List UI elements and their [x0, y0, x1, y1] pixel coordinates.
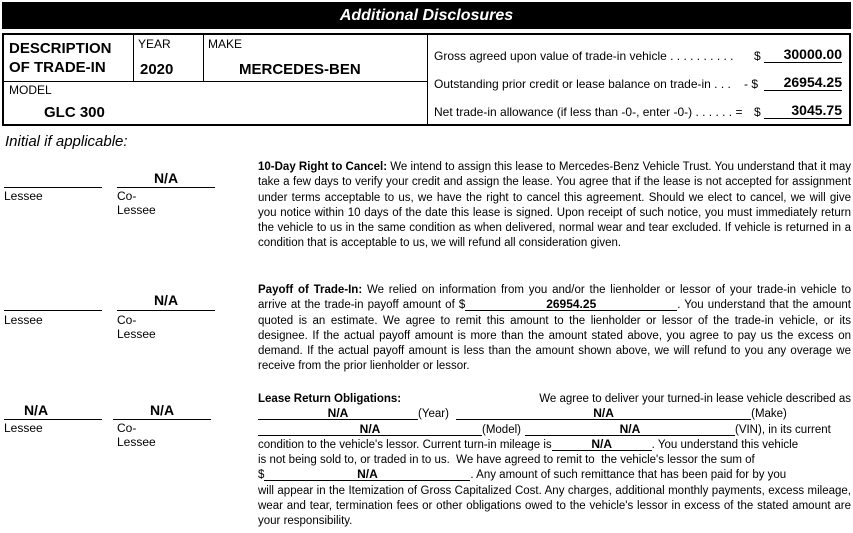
section-title: Additional Disclosures	[2, 2, 851, 29]
colessee-caption: Co-Lessee	[117, 313, 156, 341]
lessee-caption: Lessee	[4, 313, 43, 327]
cancel-heading: 10-Day Right to Cancel:	[258, 161, 388, 173]
payoff-heading: Payoff of Trade-In:	[258, 284, 363, 296]
payoff-amount-field: 26954.25	[465, 298, 677, 311]
lease-return-text-2: condition to the vehicle's lessor. Current turn-in mileage is	[258, 438, 552, 451]
balance-label: Outstanding prior credit or lease balance on trade-in . . .	[434, 77, 731, 91]
lease-return-text-1: We agree to deliver your turned-in lease vehicle described as	[539, 393, 851, 405]
year-value: 2020	[140, 61, 174, 78]
balance-amount: 26954.25	[764, 74, 842, 91]
balance-dollar-sign: - $	[744, 77, 759, 91]
remittance-sum-field: N/A	[264, 468, 470, 481]
return-model-label: (Model)	[482, 423, 521, 436]
make-value: MERCEDES-BEN	[239, 61, 361, 78]
gross-value-amount: 30000.00	[764, 46, 842, 63]
return-vin-field: N/A	[525, 423, 735, 436]
colessee-initial-value: N/A	[153, 292, 179, 308]
turn-in-mileage-field: N/A	[552, 438, 652, 451]
gross-value-label: Gross agreed upon value of trade-in vehicle . . . . . . . . . .	[434, 49, 734, 63]
gross-dollar-sign: $	[754, 49, 761, 63]
model-value: GLC 300	[44, 104, 105, 121]
return-model-field: N/A	[258, 423, 482, 436]
lessee-initial-value: N/A	[23, 402, 49, 418]
lessee-caption: Lessee	[4, 421, 43, 435]
return-make-label: (Make)	[751, 408, 787, 421]
lease-return-heading: Lease Return Obligations:	[258, 393, 402, 405]
net-dollar-sign: $	[754, 105, 761, 119]
return-vin-label: (VIN), in its current	[734, 423, 831, 436]
return-year-field: N/A	[258, 407, 418, 420]
initial-if-applicable-label: Initial if applicable:	[5, 133, 128, 150]
year-label: YEAR	[138, 37, 171, 51]
lessee-caption: Lessee	[4, 189, 43, 203]
lease-return-paragraph: Lease Return Obligations: We agree to deliver your turned-in lease vehicle described as N/A (Year) N/A (Make) N/A (Model) N/A (VIN), in its current condition to the vehicle's lessor. Current turn-in mileage is N/A . You understand this vehicle is not being sold to, or traded in to us. We have agreed to remit to the vehicle's lessor the sum of $ N/A . Any amount of such remittance that has been paid for by you will appear in the Itemization of Gross Capitalized Cost. Any charges, additional monthly payments, excess mileage, wear and tear, termination fees or other obligations owed to the vehicle's lessor in excess of the stated amount are your responsibility.	[258, 393, 851, 528]
payoff-paragraph	[258, 283, 851, 375]
model-label: MODEL	[9, 83, 52, 97]
colessee-initial-value: N/A	[153, 170, 179, 186]
net-allowance-amount: 3045.75	[764, 102, 842, 119]
net-allowance-label: Net trade-in allowance (if less than -0-, enter -0-) . . . . . . =	[434, 105, 743, 119]
colessee-initial-value: N/A	[149, 402, 175, 418]
payoff-text-1: We relied on information from you and/or the lienholder or lessor of your trade-in vehicle to arrive at the trade-in payoff amount of $	[258, 284, 851, 312]
trade-in-box	[2, 33, 851, 126]
lease-return-text-3a: . You understand this vehicle	[651, 438, 799, 451]
colessee-caption: Co-Lessee	[117, 421, 156, 449]
return-make-field: N/A	[456, 407, 751, 420]
cancel-paragraph	[258, 160, 851, 252]
payoff-text-2: . You understand that the amount quoted is an estimate. We agree to remit this amount to the lienholder or lessor of the trade-in vehicle, or its designee. If the actual payoff amount is more than the amount stated above, you agree to pay us the excess on demand. If the actual payoff amount is less than the amount shown above, we will refund to you any overage we receive from the prior lienholder or lessor.	[258, 299, 851, 373]
make-label: MAKE	[208, 37, 243, 51]
cancel-text: We intend to assign this lease to Mercedes-Benz Vehicle Trust. You understand that it may take a few days to verify your credit and assign the lease. You agree that if the lease is not accepted for assignment under terms acceptable to us, we have the right to cancel this agreement. Should we elect to cancel, we will give you notice within 10 days of the date this lease is signed. Upon receipt of such notice, you must immediately return the vehicle to us in the same condition as when delivered, normal wear and tear excluded. If vehicle is returned in a condition that is acceptable to us, we will refund all consideration given.	[258, 161, 852, 250]
return-year-label: (Year)	[418, 408, 449, 421]
colessee-caption: Co-Lessee	[117, 189, 156, 217]
trade-in-description-label: DESCRIPTION OF TRADE-IN	[9, 40, 112, 76]
